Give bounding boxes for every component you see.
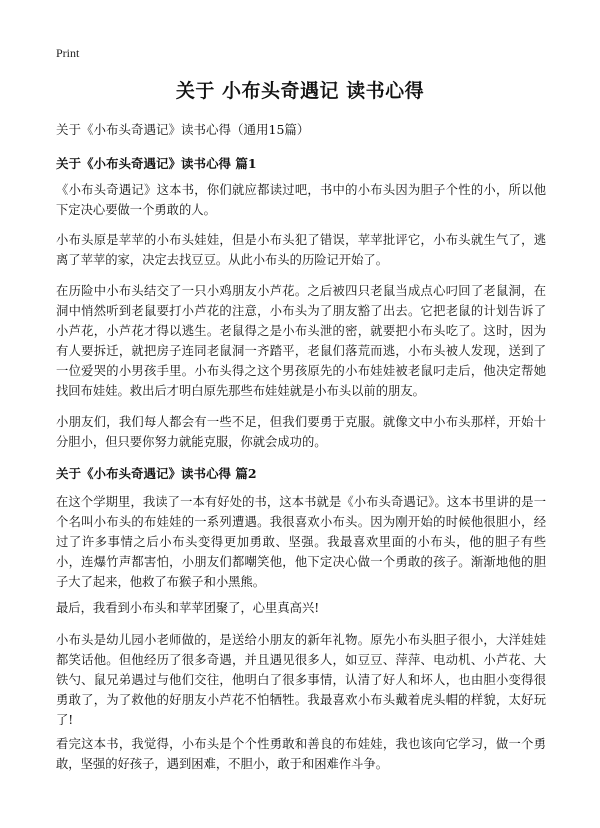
paragraph: 在历险中小布头结交了一只小鸡朋友小芦花。之后被四只老鼠当成点心叼回了老鼠洞，在洞中悄然听到老鼠要打小芦花的注意，小布头为了朋友豁了出去。它把老鼠的计划告诉了小芦花，小芦花才得以逃生。老鼠得之是小布头泄的密，就要把小布头吃了。这时，因为有人要拆迁，就把房子连同老鼠洞一齐踏平，老鼠们落荒而逃，小布头被人发现，送到了一位爱哭的小男孩手里。小布头得之这个男孩原先的小布娃娃被老鼠叼走后，他决定帮她找回布娃娃。救出后才明白原先那些布娃娃就是小布头以前的朋友。 bbox=[56, 284, 546, 398]
section-heading-2: 关于《小布头奇遇记》读书心得 篇2 bbox=[56, 466, 257, 481]
paragraph: 小布头是幼儿园小老师做的，是送给小朋友的新年礼物。原先小布头胆子很小，大洋娃娃都笑话他。但他经历了很多奇遇，并且遇见很多人，如豆豆、萍萍、电动机、小芦花、大铁勺、鼠兄弟遇过与他们交往，他明白了很多事情，认清了好人和坏人，也由胆小变得很勇敢了，为了救他的好朋友小芦花不怕牺牲。我最喜欢小布头戴着虎头帽的样貌，太好玩了! bbox=[56, 633, 546, 727]
print-link[interactable]: Print bbox=[56, 46, 80, 60]
paragraph: 看完这本书，我觉得，小布头是个个性勇敢和善良的布娃娃，我也该向它学习，做一个勇敢，坚强的好孩子，遇到困难，不胆小，敢于和困难作斗争。 bbox=[56, 737, 546, 771]
document-subtitle: 关于《小布头奇遇记》读书心得（通用15篇） bbox=[56, 122, 310, 137]
page-title: 关于 小布头奇遇记 读书心得 bbox=[175, 80, 425, 102]
paragraph: 小朋友们，我们每人都会有一些不足，但我们要勇于克服。就像文中小布头那样，开始十分胆小，但只要你努力就能克服，你就会成功的。 bbox=[56, 415, 546, 449]
paragraph: 小布头原是苹苹的小布头娃娃，但是小布头犯了错误，苹苹批评它，小布头就生气了，逃离了苹苹的家，决定去找豆豆。从此小布头的历险记开始了。 bbox=[56, 233, 546, 267]
paragraph: 在这个学期里，我读了一本有好处的书，这本书就是《小布头奇遇记》。这本书里讲的是一个名叫小布头的布娃娃的一系列遭遇。我很喜欢小布头。因为刚开始的时候他很胆小，经过了许多事情之后小布头变得更加勇敢、坚强。我最喜欢里面的小布头，他的胆子有些小，连爆竹声都害怕，小朋友们都嘲笑他，他下定决心做一个勇敢的孩子。渐渐地他的胆子大了起来，他救了布猴子和小黑熊。 bbox=[56, 495, 546, 589]
paragraph: 最后，我看到小布头和苹苹团聚了，心里真高兴! bbox=[56, 601, 320, 615]
paragraph: 《小布头奇遇记》这本书，你们就应都读过吧，书中的小布头因为胆子个性的小，所以他下定决心要做一个勇敢的人。 bbox=[56, 183, 546, 217]
section-heading-1: 关于《小布头奇遇记》读书心得 篇1 bbox=[56, 156, 257, 171]
